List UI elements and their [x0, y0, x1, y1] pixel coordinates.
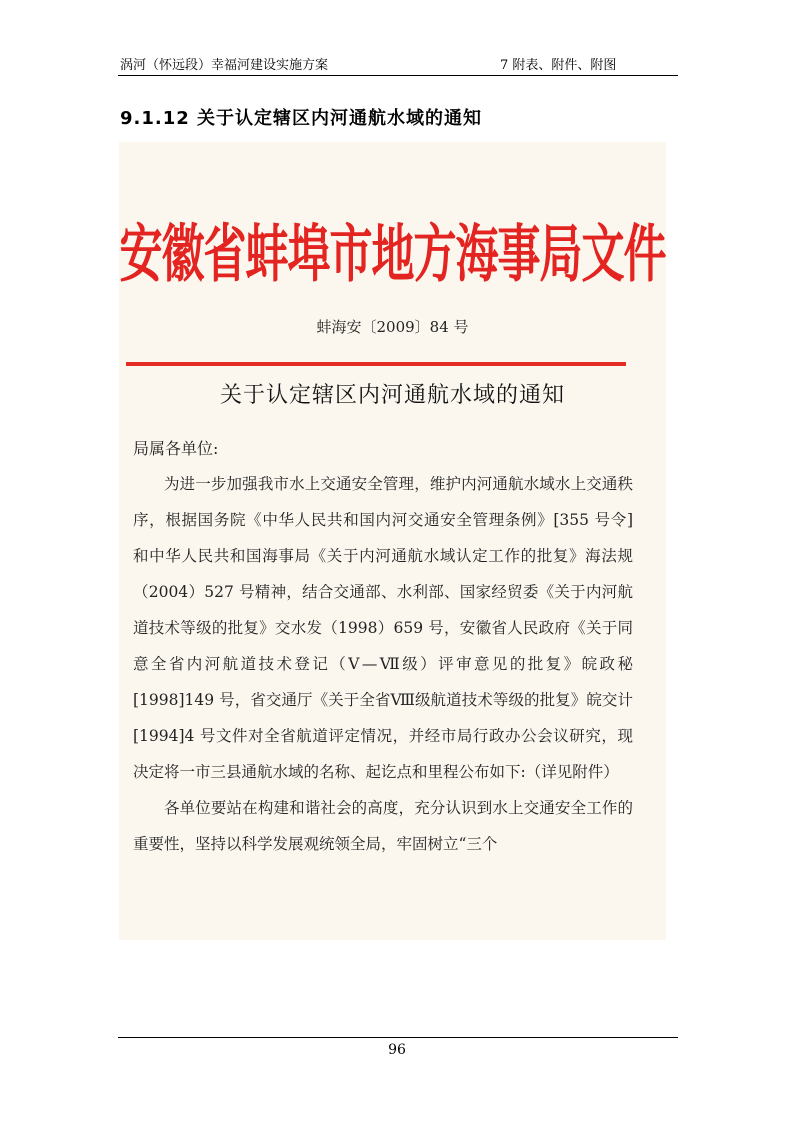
document-body [133, 466, 633, 862]
header-document-title: 涡河（怀远段）幸福河建设实施方案 [120, 58, 329, 73]
page-header [120, 52, 676, 74]
body-paragraph: 为进一步加强我市水上交通安全管理，维护内河通航水域水上交通秩序，根据国务院《中华人民共和国内河交通安全管理条例》[355 号令] 和中华人民共和国海事局《关于内河通航水域认定工作的批复》海法规（2004）527 号精神，结合交通部、水利部、国家经贸委《关于内河航道技术等级的批复》交水发（1998）659 号，安徽省人民政府《关于同意全省内河航道技术登记（Ⅴ—Ⅶ级）评审意见的批复》皖政秘[1998]149 号，省交通厅《关于全省Ⅷ级航道技术等级的批复》皖交计[1994]4 号文件对全省航道评定情况，并经市局行政办公会议研究，现决定将一市三县通航水域的名称、起讫点和里程公布如下:（详见附件） [133, 475, 633, 781]
footer-divider [118, 1037, 678, 1038]
header-divider [118, 75, 678, 76]
scanned-document [119, 142, 666, 940]
issuer-red-header: 安徽省蚌埠市地方海事局文件 [119, 219, 666, 292]
body-paragraph: 各单位要站在构建和谐社会的高度，充分认识到水上交通安全工作的重要性，坚持以科学发展观统领全局，牢固树立“三个 [133, 799, 633, 853]
document-subject: 关于认定辖区内河通航水域的通知 [219, 383, 565, 408]
header-chapter-title: 7 附表、附件、附图 [500, 58, 617, 73]
red-divider [126, 362, 626, 366]
page-number: 96 [388, 1042, 406, 1058]
document-number: 蚌海安〔2009〕84 号 [316, 318, 469, 336]
section-title: 9.1.12 关于认定辖区内河通航水域的通知 [120, 108, 483, 129]
salutation: 局属各单位: [133, 439, 219, 458]
